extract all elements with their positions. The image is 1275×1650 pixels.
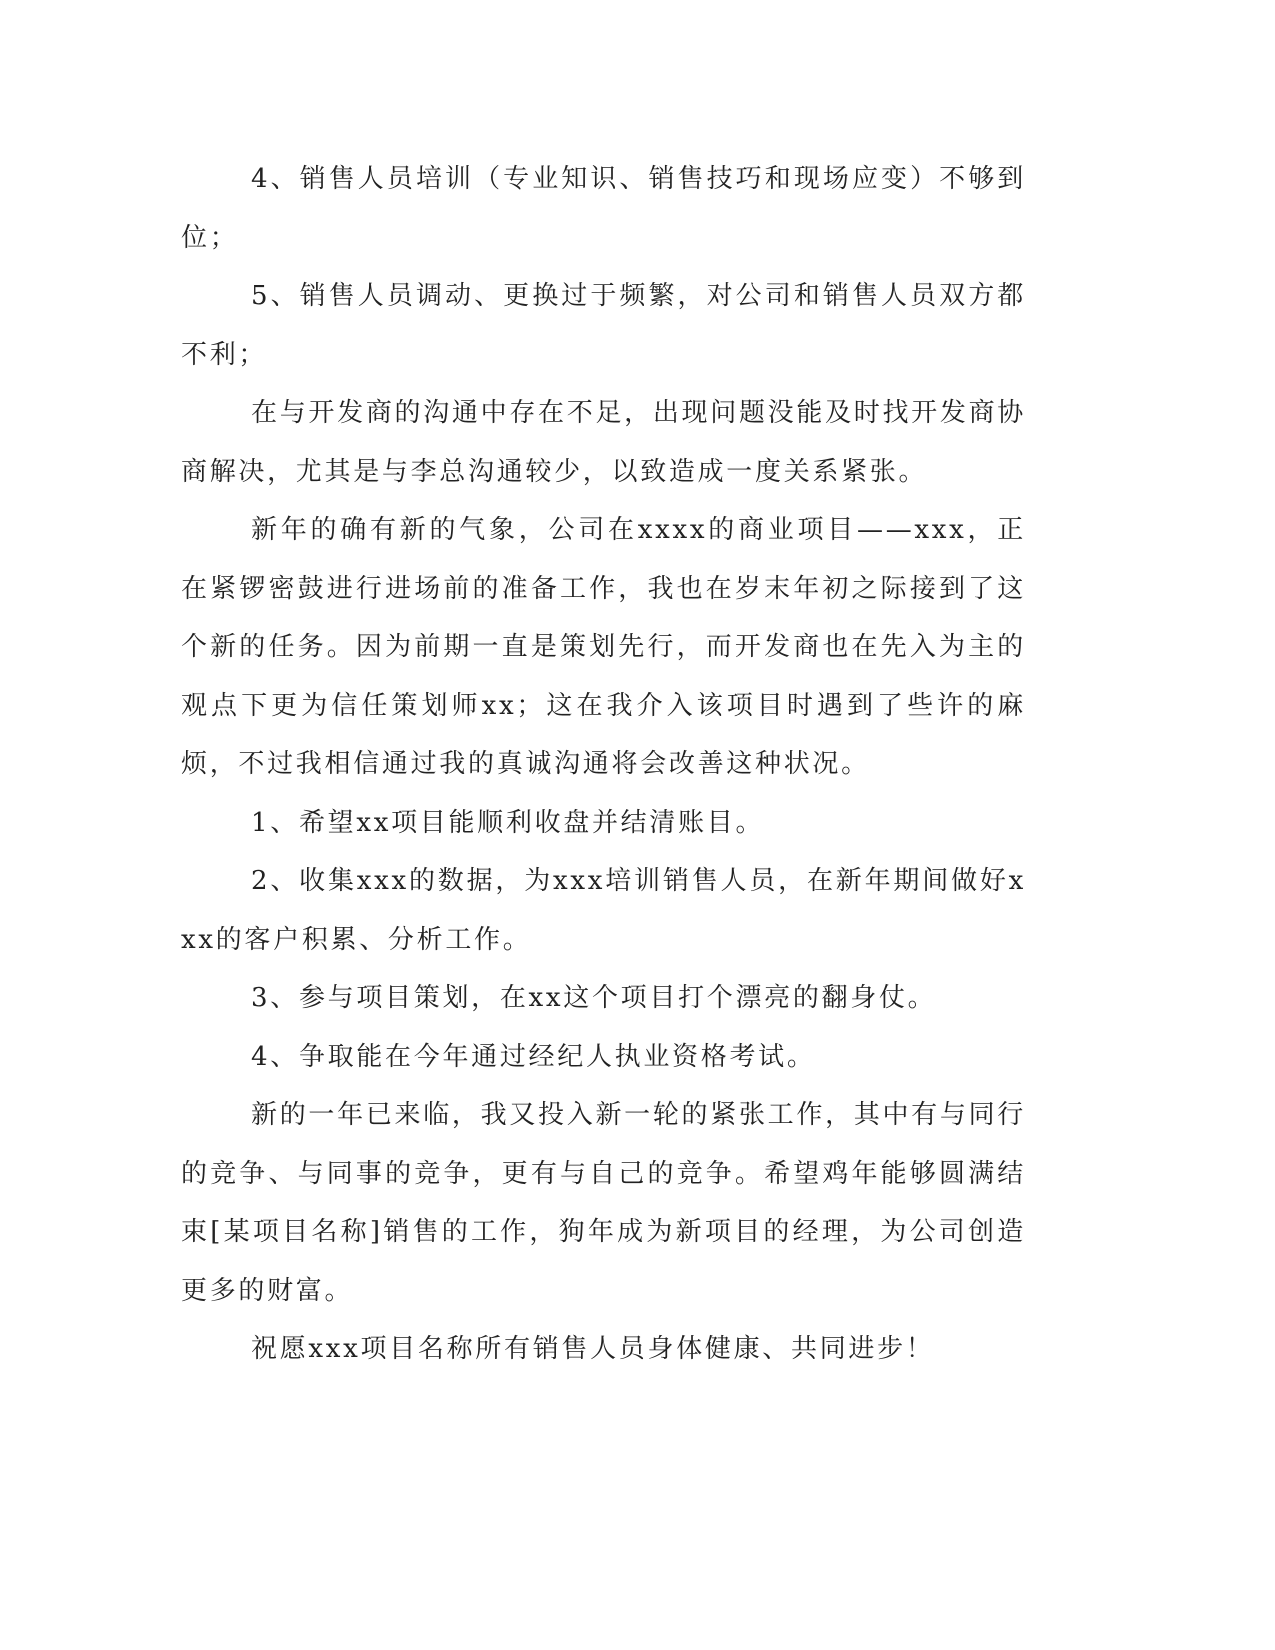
paragraph-training-issue: 4、销售人员培训（专业知识、销售技巧和现场应变）不够到位；	[181, 164, 1026, 253]
paragraph-goal-2: 2、收集xxx的数据，为xxx培训销售人员，在新年期间做好xxx的客户积累、分析工作。	[181, 866, 1026, 955]
paragraph-new-year-project: 新年的确有新的气象，公司在xxxx的商业项目——xxx，正在紧锣密鼓进行进场前的准备工作，我也在岁末年初之际接到了这个新的任务。因为前期一直是策划先行，而开发商也在先入为主的观点下更为信任策划师xx；这在我介入该项目时遇到了些许的麻烦，不过我相信通过我的真诚沟通将会改善这种状况。	[181, 515, 1026, 779]
document-body	[181, 150, 1026, 1379]
paragraph-developer-communication: 在与开发商的沟通中存在不足，出现问题没能及时找开发商协商解决，尤其是与李总沟通较少，以致造成一度关系紧张。	[181, 398, 1026, 487]
paragraph-staff-turnover: 5、销售人员调动、更换过于频繁，对公司和销售人员双方都不利；	[181, 281, 1026, 370]
paragraph-closing-wish: 祝愿xxx项目名称所有销售人员身体健康、共同进步！	[251, 1334, 935, 1364]
paragraph-new-year-outlook: 新的一年已来临，我又投入新一轮的紧张工作，其中有与同行的竞争、与同事的竞争，更有与自己的竞争。希望鸡年能够圆满结束[某项目名称]销售的工作，狗年成为新项目的经理，为公司创造更多的财富。	[181, 1100, 1026, 1306]
paragraph-goal-3: 3、参与项目策划，在xx这个项目打个漂亮的翻身仗。	[251, 983, 937, 1013]
paragraph-goal-4: 4、争取能在今年通过经纪人执业资格考试。	[251, 1041, 816, 1072]
paragraph-goal-1: 1、希望xx项目能顺利收盘并结清账目。	[251, 807, 765, 838]
